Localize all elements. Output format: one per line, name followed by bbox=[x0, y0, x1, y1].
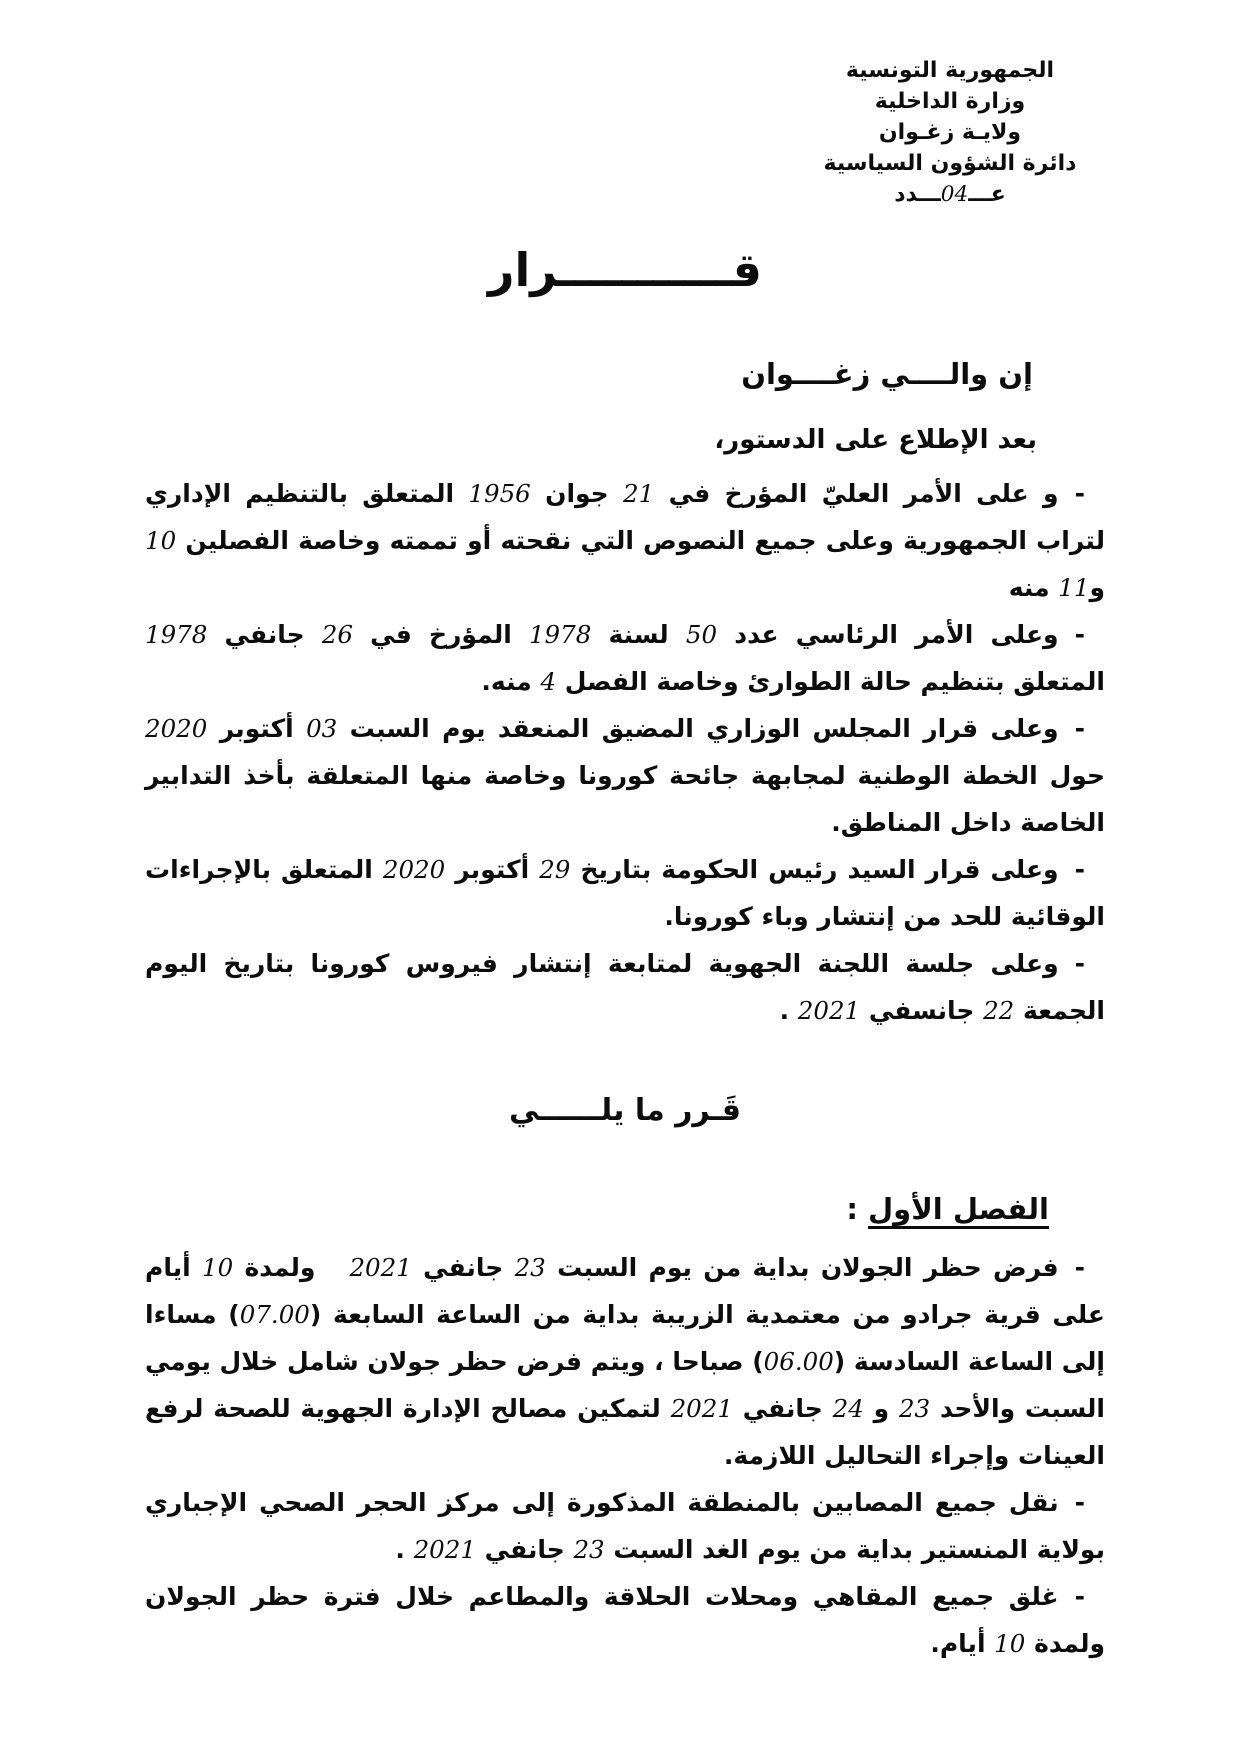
dash-bullet: - bbox=[1074, 855, 1085, 884]
document-body bbox=[145, 55, 1105, 1667]
preamble-item-text: و على الأمر العليّ المؤرخ في 21 جوان 1956 المتعلق بالتنظيم الإداري لتراب الجمهورية وعلى جميع النصوص التي نقحته أو تممته وخاصة الفصلين 10 و11 منه bbox=[145, 479, 1105, 602]
decree-item bbox=[145, 1244, 1105, 1479]
preamble-item-text: وعلى الأمر الرئاسي عدد 50 لسنة 1978 المؤرخ في 26 جانفي 1978 المتعلق بتنظيم حالة الطوارئ وخاصة الفصل 4 منه. bbox=[145, 620, 1105, 696]
chapter-one-heading-text: الفصل الأول bbox=[868, 1192, 1049, 1226]
preamble-item bbox=[145, 846, 1105, 940]
letterhead-department: دائرة الشؤون السياسية bbox=[823, 151, 1077, 176]
decree-item bbox=[145, 1573, 1105, 1667]
preamble-item bbox=[145, 705, 1105, 846]
decree-item-text: نقل جميع المصابين بالمنطقة المذكورة إلى مركز الحجر الصحي الإجباري بولاية المنستير بداية من يوم الغد السبت 23 جانفي 2021 . bbox=[145, 1488, 1105, 1564]
letterhead-republic: الجمهورية التونسية bbox=[845, 58, 1055, 83]
dash-bullet: - bbox=[1074, 949, 1085, 978]
dash-bullet: - bbox=[1074, 620, 1085, 649]
letterhead-reference-number: عـــ04ـــدد bbox=[894, 182, 1006, 207]
dash-bullet: - bbox=[1074, 479, 1085, 508]
decree-item bbox=[145, 1479, 1105, 1573]
letterhead bbox=[795, 55, 1105, 210]
preamble-item bbox=[145, 611, 1105, 705]
document-title: قـــــــــــرار bbox=[488, 243, 762, 297]
preamble-list bbox=[145, 470, 1105, 1034]
preamble-item bbox=[145, 940, 1105, 1034]
addressee-line: إن والــــي زغــــوان bbox=[741, 357, 1033, 391]
chapter-one-heading bbox=[145, 1188, 1049, 1230]
dash-bullet: - bbox=[1074, 1488, 1085, 1517]
dash-bullet: - bbox=[1074, 1253, 1085, 1282]
decree-list bbox=[145, 1244, 1105, 1667]
chapter-one-heading-colon: : bbox=[846, 1192, 869, 1226]
dash-bullet: - bbox=[1074, 714, 1085, 743]
preamble-item bbox=[145, 470, 1105, 611]
decree-item-text: فرض حظر الجولان بداية من يوم السبت 23 جانفي 2021 ولمدة 10 أيام على قرية جرادو من معتمدية الزريبة بداية من الساعة السابعة (07.00) مساءا إلى الساعة السادسة (06.00) صباحا ، ويتم فرض حظر جولان شامل خلال يومي السبت والأحد 23 و 24 جانفي 2021 لتمكين مصالح الإدارة الجهوية للصحة لرفع العينات وإجراء التحاليل اللازمة. bbox=[145, 1253, 1105, 1470]
preamble-item-text: وعلى جلسة اللجنة الجهوية لمتابعة إنتشار فيروس كورونا بتاريخ اليوم الجمعة 22 جانسفي 2021 . bbox=[145, 949, 1105, 1025]
letterhead-governorate: ولايـة زغـوان bbox=[878, 120, 1022, 145]
decision-heading: قَـرر ما يلــــــي bbox=[509, 1093, 741, 1128]
preamble-item-text: وعلى قرار السيد رئيس الحكومة بتاريخ 29 أكتوبر 2020 المتعلق بالإجراءات الوقائية للحد من إنتشار وباء كورونا. bbox=[145, 855, 1105, 931]
dash-bullet: - bbox=[1074, 1582, 1085, 1611]
letterhead-ministry: وزارة الداخلية bbox=[874, 89, 1026, 114]
preamble-intro: بعد الإطلاع على الدستور، bbox=[714, 425, 1037, 455]
preamble-item-text: وعلى قرار المجلس الوزاري المضيق المنعقد يوم السبت 03 أكتوبر 2020 حول الخطة الوطنية لمجابهة جائحة كورونا وخاصة منها المتعلقة بأخذ التدابير الخاصة داخل المناطق. bbox=[145, 714, 1105, 837]
decree-item-text: غلق جميع المقاهي ومحلات الحلاقة والمطاعم خلال فترة حظر الجولان ولمدة 10 أيام. bbox=[145, 1582, 1105, 1658]
